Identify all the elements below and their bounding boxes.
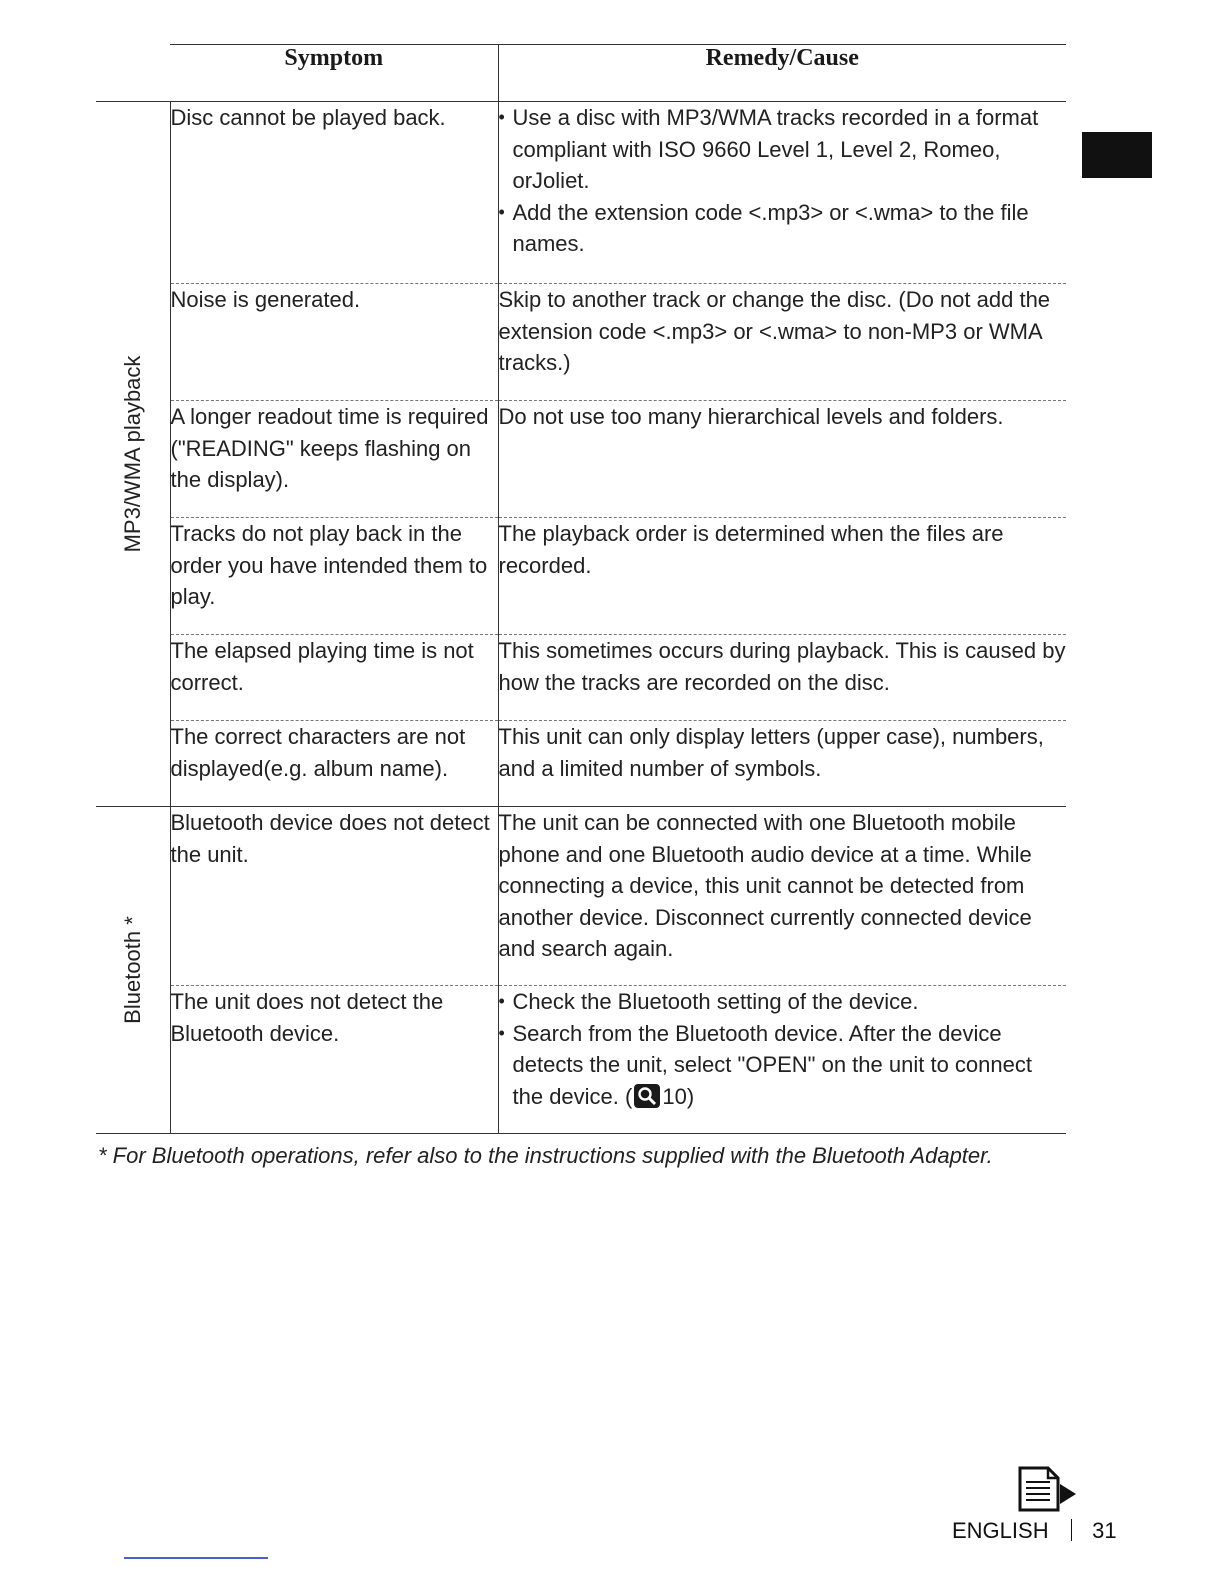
category-header [96,45,170,102]
troubleshooting-table [96,44,1066,1134]
footnote: * For Bluetooth operations, refer also to the instructions supplied with the Bluetooth Adapter. [98,1143,993,1168]
footer-language: ENGLISH [952,1518,1049,1543]
category-label: MP3/WMA playback [119,355,145,553]
symptom-cell: The correct characters are not displayed(e.g. album name). [170,721,498,807]
table-row [96,401,1066,518]
category-mp3-wma [96,102,170,807]
table-row [96,807,1066,986]
next-page-icon [1016,1464,1088,1519]
symptom-cell: A longer readout time is required ("READING" keeps flashing on the display). [170,401,498,518]
remedy-bullet [499,1018,1067,1113]
symptom-cell: The unit does not detect the Bluetooth device. [170,986,498,1134]
symptom-header: Symptom [170,45,498,102]
remedy-cell [498,986,1066,1134]
table-header-row [96,45,1066,102]
remedy-header: Remedy/Cause [498,45,1066,102]
remedy-bullet-text: Search from the Bluetooth device. After the device detects the unit, select "OPEN" on the unit to connect the device. ( [512,1020,1032,1109]
table-row [96,986,1066,1134]
remedy-bullet: • Use a disc with MP3/WMA tracks recorded in a format compliant with ISO 9660 Level 1, Level 2, Romeo, orJoliet. [499,102,1067,197]
symptom-cell: The elapsed playing time is not correct. [170,635,498,721]
page-number: 31 [1092,1518,1117,1543]
symptom-cell: Noise is generated. [170,284,498,401]
table-row [96,284,1066,401]
footer-divider [1071,1519,1073,1541]
remedy-bullet: • Check the Bluetooth setting of the device. [499,986,1067,1018]
table-row [96,635,1066,721]
remedy-cell: The playback order is determined when the files are recorded. [498,518,1066,635]
remedy-cell: Skip to another track or change the disc. (Do not add the extension code <.mp3> or <.wma> to non-MP3 or WMA tracks.) [498,284,1066,401]
symptom-cell: Bluetooth device does not detect the unit. [170,807,498,986]
symptom-cell: Disc cannot be played back. [170,102,498,284]
remedy-cell: The unit can be connected with one Bluetooth mobile phone and one Bluetooth audio device at a time. While connecting a device, this unit cannot be detected from another device. Disconnect currently connected device and search again. [498,807,1066,986]
decorative-underline [124,1557,268,1559]
table-row [96,518,1066,635]
page-footer [952,1518,1117,1544]
remedy-cell: Do not use too many hierarchical levels and folders. [498,401,1066,518]
table-row [96,721,1066,807]
remedy-cell: This unit can only display letters (upper case), numbers, and a limited number of symbols. [498,721,1066,807]
remedy-cell: This sometimes occurs during playback. This is caused by how the tracks are recorded on the disc. [498,635,1066,721]
remedy-cell [498,102,1066,284]
section-tab-marker [1082,132,1152,178]
magnifier-reference-icon [634,1084,660,1108]
remedy-bullet: • Add the extension code <.mp3> or <.wma> to the file names. [499,197,1067,260]
category-label: Bluetooth * [119,916,145,1024]
reference-page: 10) [662,1083,695,1109]
category-bluetooth [96,807,170,1134]
symptom-cell: Tracks do not play back in the order you have intended them to play. [170,518,498,635]
table-row [96,102,1066,284]
